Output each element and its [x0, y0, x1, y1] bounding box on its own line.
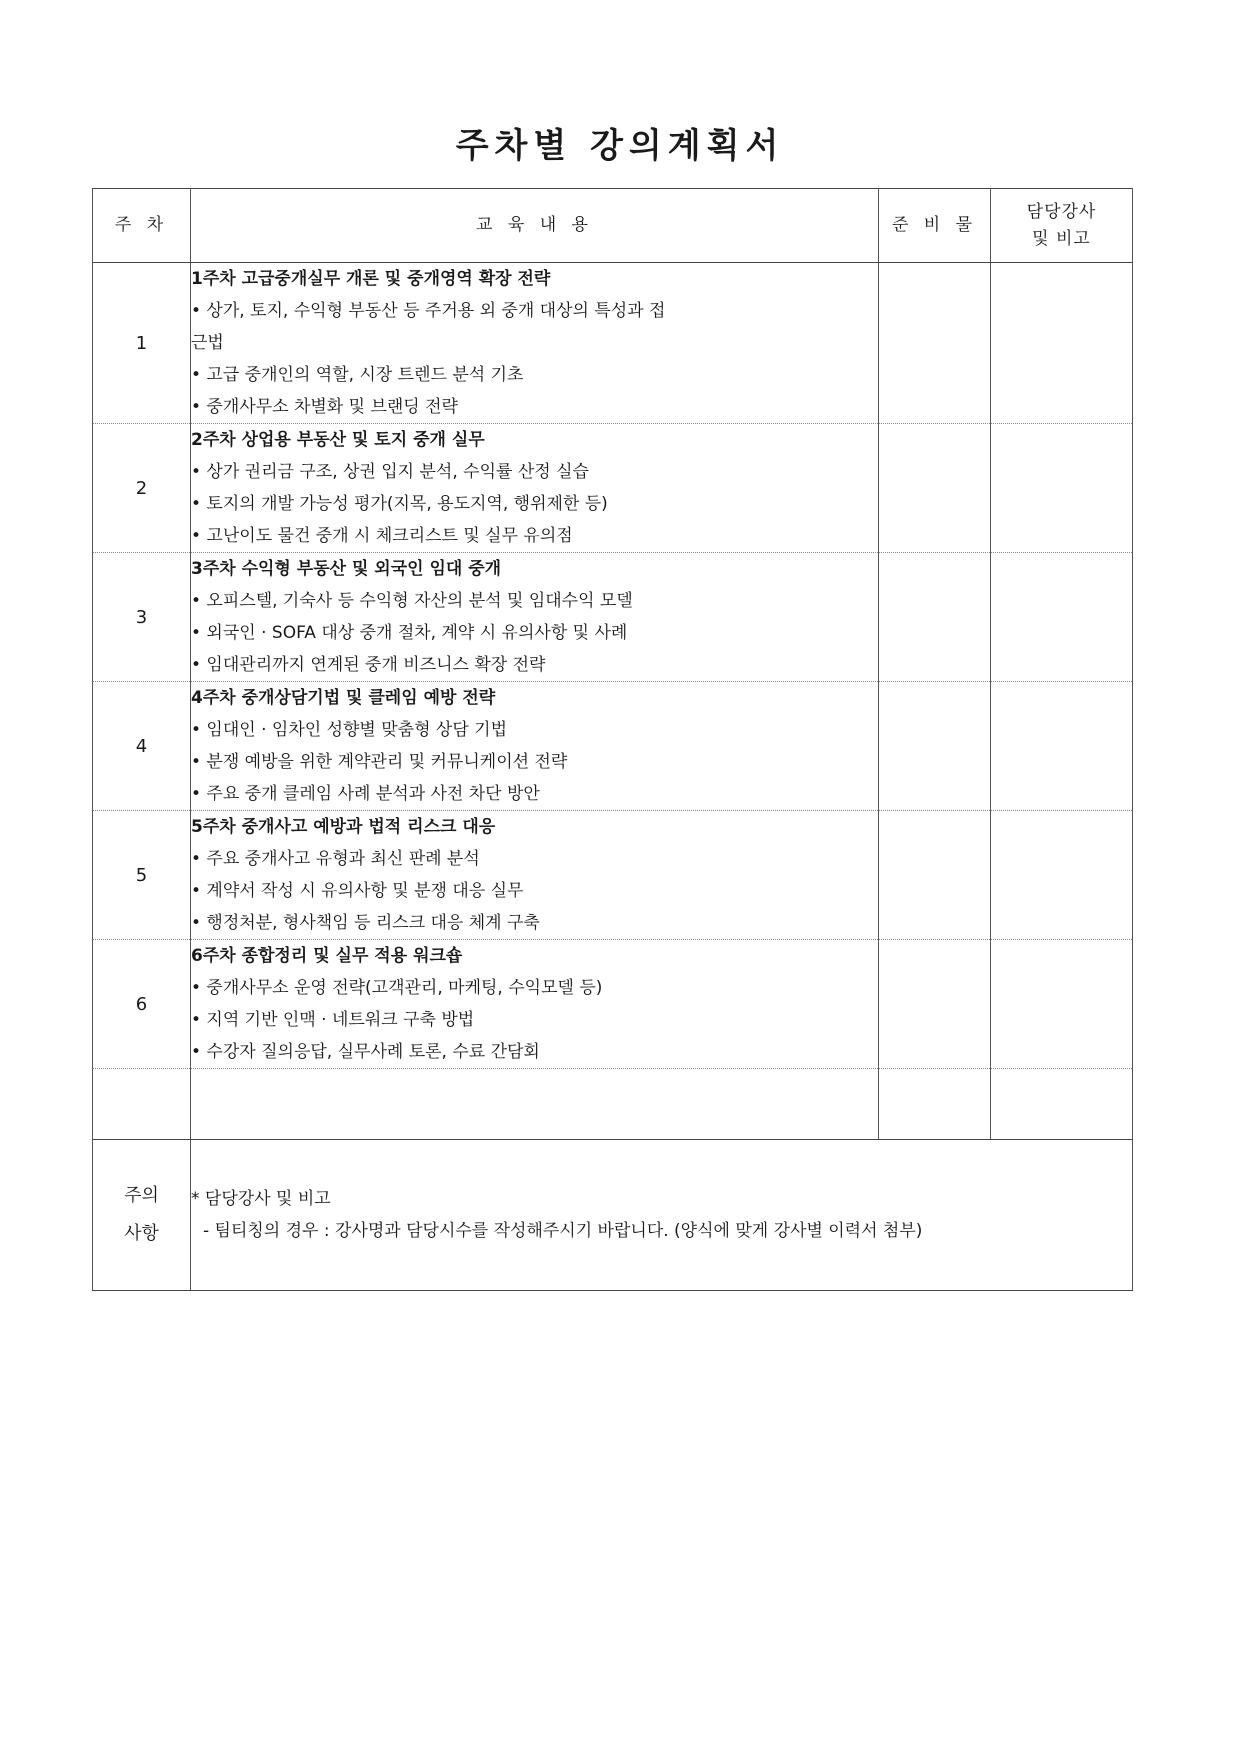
week-number: 1 [93, 263, 191, 424]
table-row [93, 263, 1133, 424]
page-title: 주차별 강의계획서 [455, 126, 785, 166]
week-content [191, 263, 879, 424]
content-line: • 토지의 개발 가능성 평가(지목, 용도지역, 행위제한 등) [191, 494, 608, 514]
notes-label-line2: 사항 [124, 1223, 159, 1244]
content-line: • 오피스텔, 기숙사 등 수익형 자산의 분석 및 임대수익 모델 [191, 591, 633, 611]
week-number: 6 [93, 940, 191, 1069]
materials-cell [879, 682, 991, 811]
header-remark-line1: 담당강사 [1026, 201, 1097, 222]
week-title: 6주차 종합정리 및 실무 적용 워크숍 [191, 946, 463, 966]
week-content [191, 553, 879, 682]
notes-body [191, 1140, 1133, 1291]
table-row [93, 940, 1133, 1069]
table-row [93, 811, 1133, 940]
content-line: • 중개사무소 차별화 및 브랜딩 전략 [191, 397, 458, 417]
materials-cell [879, 940, 991, 1069]
content-line: • 행정처분, 형사책임 등 리스크 대응 체계 구축 [191, 913, 540, 933]
notes-label [93, 1140, 191, 1291]
header-materials: 준 비 물 [879, 189, 991, 263]
week-number: 2 [93, 424, 191, 553]
table-row [93, 682, 1133, 811]
week-content [191, 811, 879, 940]
content-line: • 수강자 질의응답, 실무사례 토론, 수료 간담회 [191, 1042, 540, 1062]
week-title: 4주차 중개상담기법 및 클레임 예방 전략 [191, 688, 496, 708]
table-row [93, 424, 1133, 553]
remark-cell [991, 553, 1133, 682]
empty-cell [191, 1069, 879, 1140]
content-line: • 주요 중개사고 유형과 최신 판례 분석 [191, 849, 480, 869]
notes-row [93, 1140, 1133, 1291]
week-title: 3주차 수익형 부동산 및 외국인 임대 중개 [191, 559, 502, 579]
materials-cell [879, 424, 991, 553]
week-number: 3 [93, 553, 191, 682]
materials-cell [879, 811, 991, 940]
content-line: • 주요 중개 클레임 사례 분석과 사전 차단 방안 [191, 784, 540, 804]
week-content [191, 940, 879, 1069]
lecture-plan-table [92, 188, 1133, 1291]
content-line: • 고급 중개인의 역할, 시장 트렌드 분석 기초 [191, 365, 524, 385]
empty-row [93, 1069, 1133, 1140]
content-line: • 분쟁 예방을 위한 계약관리 및 커뮤니케이션 전략 [191, 752, 568, 772]
header-remark-line2: 및 비고 [1032, 228, 1091, 249]
content-line: 근법 [191, 333, 224, 353]
content-line: • 고난이도 물건 중개 시 체크리스트 및 실무 유의점 [191, 526, 573, 546]
remark-cell [991, 424, 1133, 553]
content-line: • 중개사무소 운영 전략(고객관리, 마케팅, 수익모델 등) [191, 978, 603, 998]
remark-cell [991, 811, 1133, 940]
materials-cell [879, 263, 991, 424]
content-line: • 임대인 · 임차인 성향별 맞춤형 상담 기법 [191, 720, 508, 740]
week-number: 4 [93, 682, 191, 811]
header-week: 주 차 [93, 189, 191, 263]
week-title: 2주차 상업용 부동산 및 토지 중개 실무 [191, 430, 485, 450]
remark-cell [991, 682, 1133, 811]
remark-cell [991, 263, 1133, 424]
materials-cell [879, 553, 991, 682]
content-line: • 계약서 작성 시 유의사항 및 분쟁 대응 실무 [191, 881, 524, 901]
empty-cell [991, 1069, 1133, 1140]
notes-line-1: * 담당강사 및 비고 [191, 1189, 331, 1209]
empty-cell [93, 1069, 191, 1140]
week-number: 5 [93, 811, 191, 940]
remark-cell [991, 940, 1133, 1069]
header-remark [991, 189, 1133, 263]
week-title: 1주차 고급중개실무 개론 및 중개영역 확장 전략 [191, 269, 551, 289]
notes-label-line1: 주의 [124, 1185, 159, 1206]
header-content: 교 육 내 용 [191, 189, 879, 263]
week-content [191, 682, 879, 811]
content-line: • 지역 기반 인맥 · 네트워크 구축 방법 [191, 1010, 475, 1030]
week-title: 5주차 중개사고 예방과 법적 리스크 대응 [191, 817, 496, 837]
content-line: • 외국인 · SOFA 대상 중개 절차, 계약 시 유의사항 및 사례 [191, 623, 628, 643]
notes-line-2: - 팀티칭의 경우 : 강사명과 담당시수를 작성해주시기 바랍니다. (양식에 맞게 강사별 이력서 첨부) [203, 1221, 923, 1241]
content-line: • 상가 권리금 구조, 상권 입지 분석, 수익률 산정 실습 [191, 462, 589, 482]
content-line: • 임대관리까지 연계된 중개 비즈니스 확장 전략 [191, 655, 546, 675]
week-content [191, 424, 879, 553]
table-header-row [93, 189, 1133, 263]
content-line: • 상가, 토지, 수익형 부동산 등 주거용 외 중개 대상의 특성과 접 [191, 301, 666, 321]
empty-cell [879, 1069, 991, 1140]
table-row [93, 553, 1133, 682]
